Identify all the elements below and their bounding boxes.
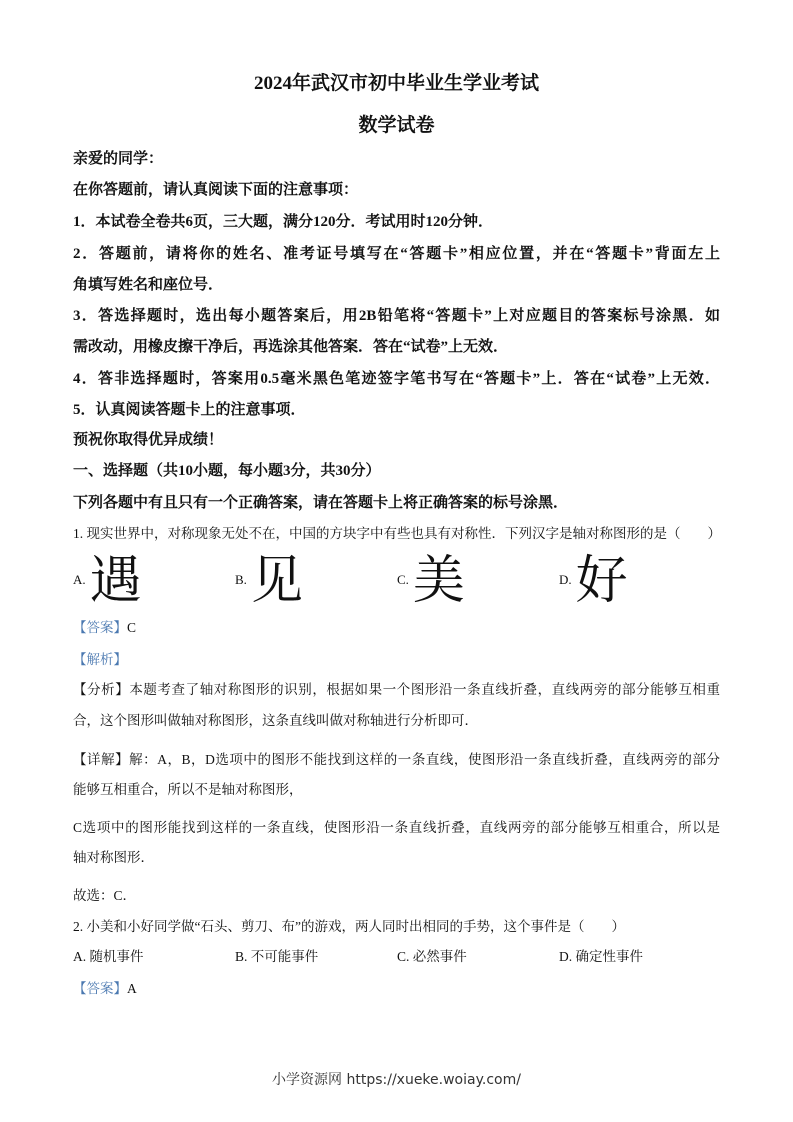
- q1-fenxi-cont: 合，这个图形叫做轴对称图形，这条直线叫做对称轴进行分析即可．: [73, 713, 478, 728]
- q1-xiangjie-cont: 轴对称图形．: [73, 850, 154, 865]
- notice-item: 5．认真阅读答题卡上的注意事项．: [73, 402, 306, 418]
- q1-option-b: B.见: [235, 551, 303, 612]
- q2-stem: 2. 小美和小好同学做“石头、剪刀、布”的游戏，两人同时出相同的手势，这个事件是（ ）: [73, 919, 625, 934]
- notice-item: 角填写姓名和座位号．: [73, 277, 224, 293]
- q2-option-a: A. 随机事件: [73, 949, 144, 964]
- notice-item: 需改动，用橡皮擦干净后，再选涂其他答案．答在“试卷”上无效．: [73, 339, 509, 355]
- q2-option-c: C. 必然事件: [397, 949, 467, 964]
- q1-xiangjie-cont: C选项中的图形能找到这样的一条直线，使图形沿一条直线折叠，直线两旁的部分能够互相重合，所以是: [73, 820, 720, 835]
- notice-wish: 预祝你取得优异成绩！: [73, 432, 224, 448]
- section-heading: 一、选择题（共10小题，每小题3分，共30分）: [73, 463, 381, 479]
- notice-greeting: 亲爱的同学：: [73, 151, 164, 167]
- q1-xiangjie: 【详解】解：A，B，D选项中的图形不能找到这样的一条直线，使图形沿一条直线折叠，直线两旁的部分: [73, 752, 720, 767]
- q1-option-c: C.美: [397, 551, 465, 612]
- footer-watermark: 小学资源网 https://xueke.woiay.com/: [272, 1072, 521, 1088]
- notice-item: 4．答非选择题时，答案用0.5毫米黑色笔迹签字笔书写在“答题卡”上．答在“试卷”上无效．: [73, 371, 720, 387]
- q1-option-d: D.好: [559, 551, 628, 612]
- section-instruction: 下列各题中有且只有一个正确答案，请在答题卡上将正确答案的标号涂黑．: [73, 495, 569, 511]
- page-title: 2024年武汉市初中毕业生学业考试: [253, 73, 539, 94]
- q1-option-a: A.遇: [73, 551, 142, 612]
- q1-fenxi: 【分析】本题考查了轴对称图形的识别，根据如果一个图形沿一条直线折叠，直线两旁的部分能够互相重: [73, 682, 721, 697]
- q1-xiangjie-cont: 能够互相重合，所以不是轴对称图形，: [73, 782, 303, 797]
- page-subtitle: 数学试卷: [358, 115, 435, 136]
- q1-analysis-tag: 【解析】: [73, 652, 127, 667]
- notice-item: 2．答题前，请将你的姓名、准考证号填写在“答题卡”相应位置，并在“答题卡”背面左上: [73, 246, 720, 262]
- notice-item: 3．答选择题时，选出每小题答案后，用2B铅笔将“答题卡”上对应题目的答案标号涂黑．如: [73, 308, 720, 324]
- notice-item: 1．本试卷全卷共6页，三大题，满分120分．考试用时120分钟．: [73, 214, 494, 230]
- q1-answer: 【答案】C: [73, 620, 137, 635]
- notice-intro: 在你答题前，请认真阅读下面的注意事项：: [73, 182, 359, 198]
- q1-stem: 1. 现实世界中，对称现象无处不在，中国的方块字中有些也具有对称性．下列汉字是轴对称图形的是（ ）: [73, 526, 721, 541]
- q2-answer: 【答案】A: [73, 981, 137, 996]
- q1-conclusion: 故选：C．: [73, 888, 137, 903]
- q2-option-d: D. 确定性事件: [559, 949, 643, 964]
- q2-option-b: B. 不可能事件: [235, 949, 319, 964]
